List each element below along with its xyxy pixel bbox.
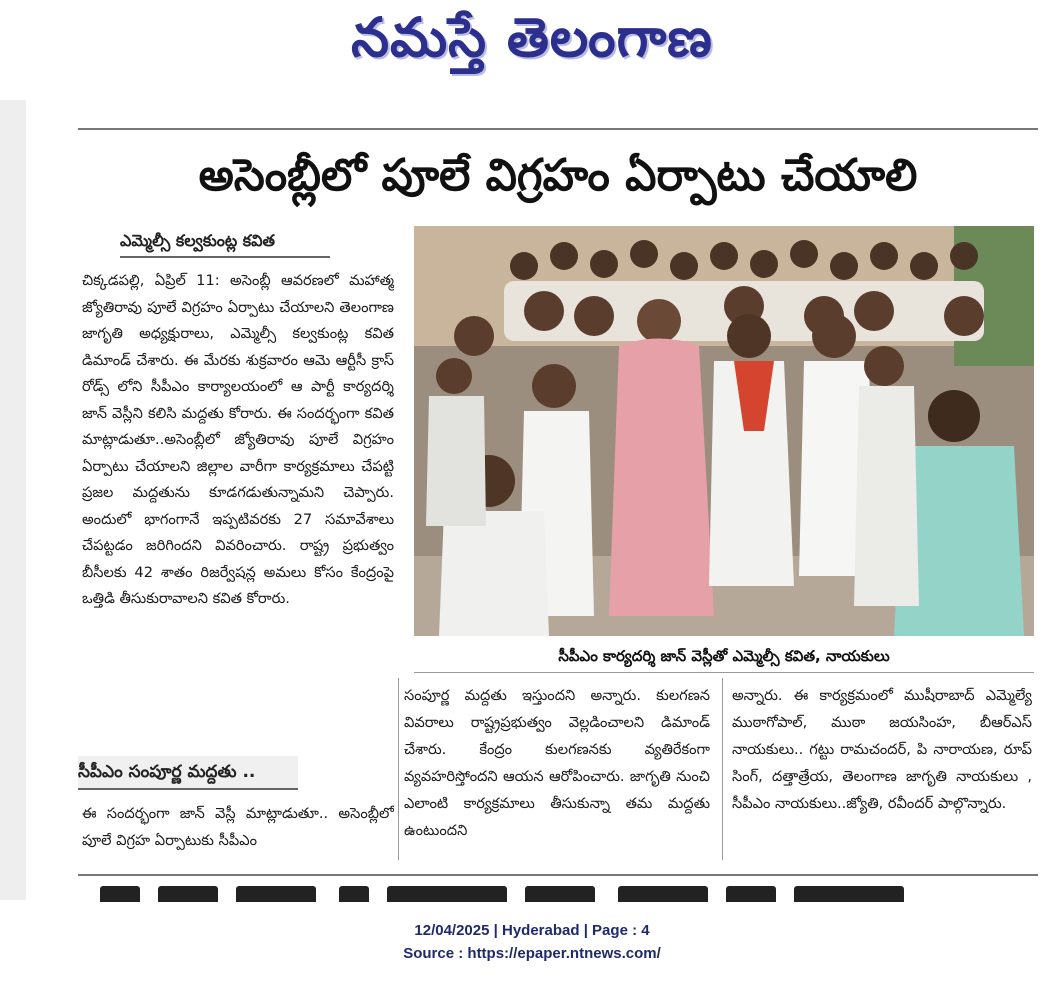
photo-caption: సీపీఎం కార్యదర్శి జాన్ వెస్లీతో ఎమ్మెల్సీ కవిత, నాయకులు <box>414 640 1034 673</box>
article-headline: అసెంబ్లీలో పూలే విగ్రహం ఏర్పాటు చేయాలి <box>198 150 918 201</box>
article-column-1: చిక్కడపల్లి, ఏప్రిల్ 11: అసెంబ్లీ ఆవరణలో మహాత్మ జ్యోతిరావు పూలే విగ్రహం ఏర్పాటు చేయాలని తెలంగాణ జాగృతి అధ్యక్షురాలు, ఎమ్మెల్సీ కల్వకుంట్ల కవిత డిమాండ్ చేశారు. ఈ మేరకు శుక్రవారం ఆమె ఆర్టీసీ క్రాస్ రోడ్స్ లోని సీపీఎం కార్యాలయంలో ఆ పార్టీ కార్యదర్శి జాన్ వెస్లీని కలిసి మద్దతు కోరారు. ఈ సందర్భంగా కవిత మాట్లాడుతూ..అసెంబ్లీలో జ్యోతిరావు పూలే విగ్రహం ఏర్పాటు చేయాలని జిల్లాల వారీగా కార్యక్రమాలు చేపట్టి ప్రజల మద్దతును కూడగడుతున్నామని చెప్పారు. అందులో భాగంగానే ఇప్పటివరకు 27 సమావేశాలు చేపట్టడం జరిగిందని వివరించారు. రాష్ట్ర ప్రభుత్వం బీసీలకు 42 శాతం రిజర్వేషన్ల అమలు కోసం కేంద్రంపై ఒత్తిడి తీసుకురావాలని కవిత కోరారు. <box>82 272 394 607</box>
newspaper-logo: నమస్తే తెలంగాణ <box>351 6 713 69</box>
column-divider <box>398 678 399 860</box>
next-headline-cutoff <box>100 886 1060 902</box>
footer-date-edition: 12/04/2025 | Hyderabad | Page : 4 <box>414 922 650 939</box>
footer-source: Source : https://epaper.ntnews.com/ <box>403 945 661 962</box>
column-divider <box>722 678 723 860</box>
masthead <box>0 0 1064 90</box>
divider-bottom <box>78 874 1038 876</box>
article-column-3: అన్నారు. ఈ కార్యక్రమంలో ముషీరాబాద్ ఎమ్మెల్యే ముఠాగోపాల్, ముఠా జయసింహ, బీఆర్ఎస్ నాయకులు.. గట్టు రామచందర్, పి నారాయణ, రూప్ సింగ్, దత్తాత్రేయ, తెలంగాణ జాగృతి నాయకులు , సీపీఎం నాయకులు..జ్యోతి, రవీందర్ పాల్గొన్నారు. <box>732 687 1032 812</box>
footer-area <box>0 902 1064 983</box>
divider-top <box>78 128 1038 130</box>
news-photo <box>414 226 1034 636</box>
article-column-1-continued: ఈ సందర్భంగా జాన్ వెస్లీ మాట్లాడుతూ.. అసెంబ్లీలో పూలే విగ్రహ ఏర్పాటుకు సీపీఎం <box>82 805 394 849</box>
article-byline: ఎమ్మెల్సీ కల్వకుంట్ల కవిత <box>120 226 330 258</box>
article-subhead: సీపీఎం సంపూర్ణ మద్దతు .. <box>78 756 298 790</box>
adjacent-page-strip <box>0 100 26 900</box>
article-column-2: సంపూర్ణ మద్దతు ఇస్తుందని అన్నారు. కులగణన వివరాలు రాష్ట్రప్రభుత్వం వెల్లడించాలని డిమాండ్ చేశారు. కేంద్రం కులగణనకు వ్యతిరేకంగా వ్యవహరిస్తోందని ఆయన ఆరోపించారు. జాగృతి నుంచి ఎలాంటి కార్యక్రమాలు తీసుకున్నా తమ మద్దతు ఉంటుందని <box>404 687 710 839</box>
group-photo-illustration <box>414 226 1034 636</box>
